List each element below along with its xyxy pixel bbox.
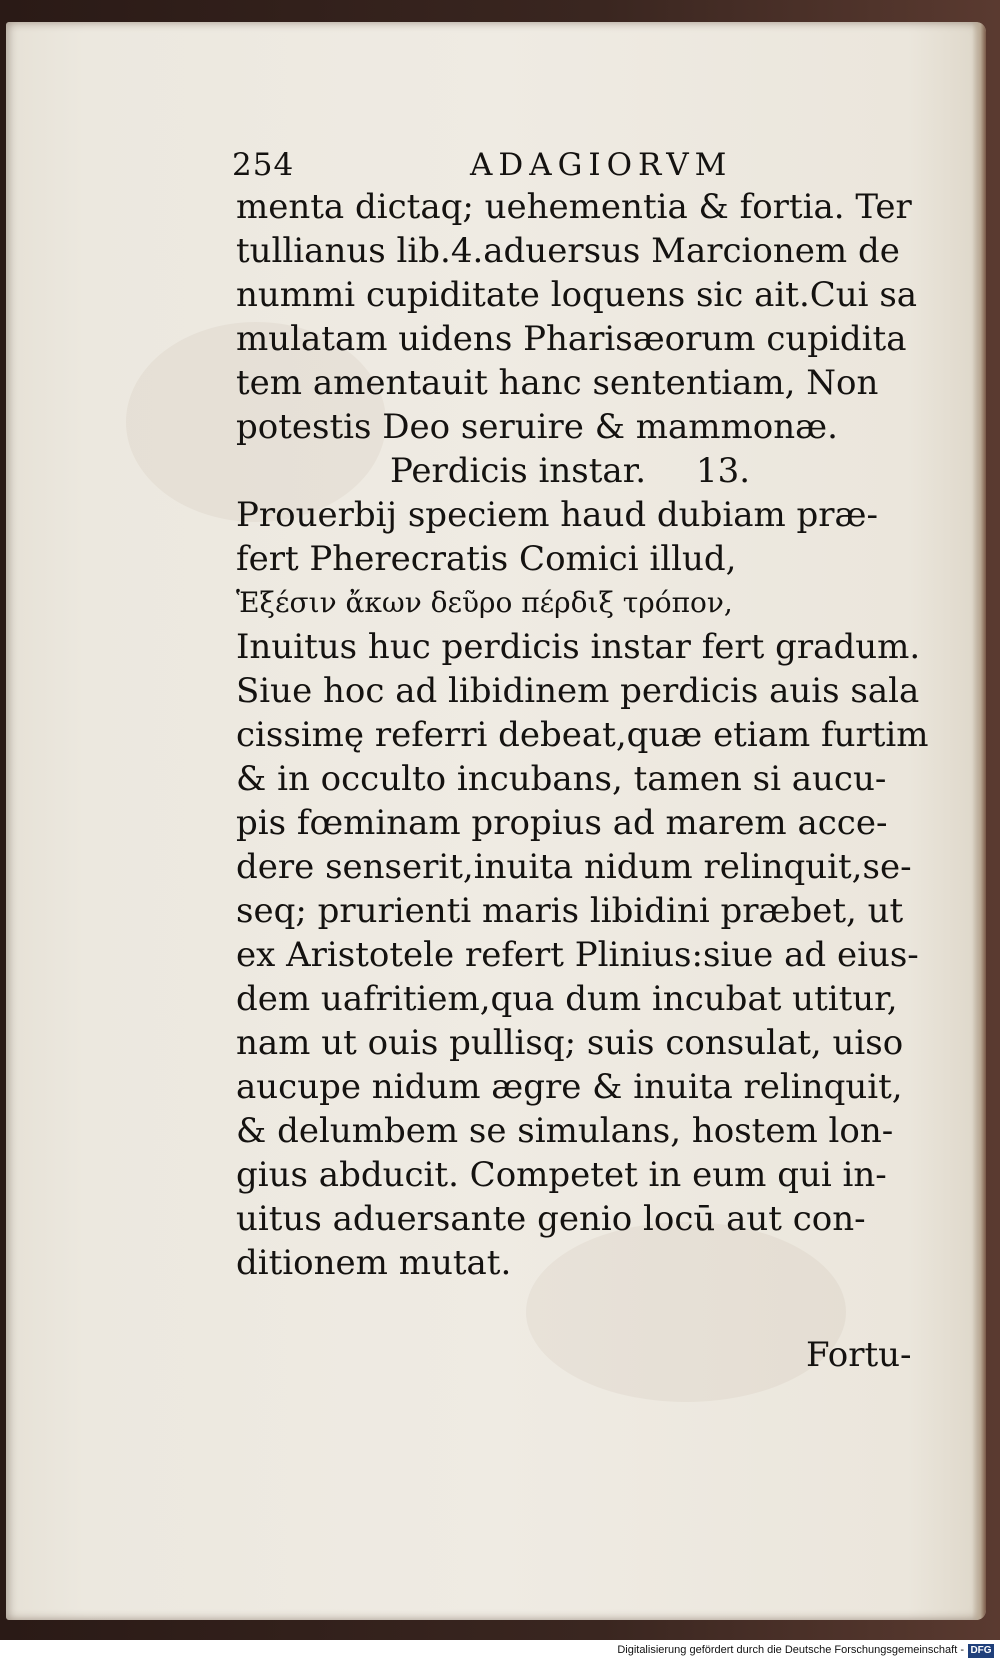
footer-bar xyxy=(0,1640,1000,1664)
text-line: menta dictaq; uehementia & fortia. Ter xyxy=(236,187,912,227)
text-line: mulatam uidens Pharisæorum cupidita xyxy=(236,319,907,359)
text-line: tullianus lib.4.aduersus Marcionem de xyxy=(236,231,900,271)
greek-quotation: Ἑξέσιν ἄκων δεῦρο πέρδιξ τρόπον, xyxy=(236,586,733,619)
text-line: potestis Deo seruire & mammonæ. xyxy=(236,407,838,447)
adage-title-line xyxy=(390,448,1000,494)
adage-title: Perdicis instar. xyxy=(390,451,647,491)
text-line: gius abducit. Competet in eum qui in- xyxy=(236,1155,887,1195)
text-line: nam ut ouis pullisq; suis consulat, uiso xyxy=(236,1023,904,1063)
text-line: aucupe nidum ægre & inuita relinquit, xyxy=(236,1067,903,1107)
page-header xyxy=(232,142,932,188)
adage-number: 13. xyxy=(696,451,751,491)
running-head: ADAGIORVM xyxy=(470,147,733,183)
page-number: 254 xyxy=(232,147,295,183)
text-line: tem amentauit hanc sententiam, Non xyxy=(236,363,879,403)
text-line: nummi cupiditate loquens sic ait.Cui sa xyxy=(236,275,918,315)
text-line: Siue hoc ad libidinem perdicis auis sala xyxy=(236,671,920,711)
text-line: seq; prurienti maris libidini præbet, ut xyxy=(236,891,904,931)
text-line: ex Aristotele refert Plinius:siue ad eius- xyxy=(236,935,919,975)
book-page xyxy=(6,22,986,1620)
text-line: Prouerbij speciem haud dubiam præ- xyxy=(236,495,878,535)
text-line: cissimę referri debeat,quæ etiam furtim xyxy=(236,715,929,755)
dfg-logo: DFG xyxy=(968,1644,994,1658)
text-line: Inuitus huc perdicis instar fert gradum. xyxy=(236,627,921,667)
text-line: & delumbem se simulans, hostem lon- xyxy=(236,1111,894,1151)
text-line: uitus aduersante genio locū aut con- xyxy=(236,1199,866,1239)
text-line: ditionem mutat. xyxy=(236,1243,512,1283)
catchword: Fortu- xyxy=(806,1335,912,1375)
page-text xyxy=(6,22,986,1620)
footer-credit: Digitalisierung gefördert durch die Deutsche Forschungsgemeinschaft - xyxy=(617,1644,964,1656)
text-line: dere senserit,inuita nidum relinquit,se- xyxy=(236,847,912,887)
text-line: pis fœminam propius ad marem acce- xyxy=(236,803,888,843)
text-line: dem uafritiem,qua dum incubat utitur, xyxy=(236,979,898,1019)
text-line: fert Pherecratis Comici illud, xyxy=(236,539,737,579)
text-line: & in occulto incubans, tamen si aucu- xyxy=(236,759,887,799)
